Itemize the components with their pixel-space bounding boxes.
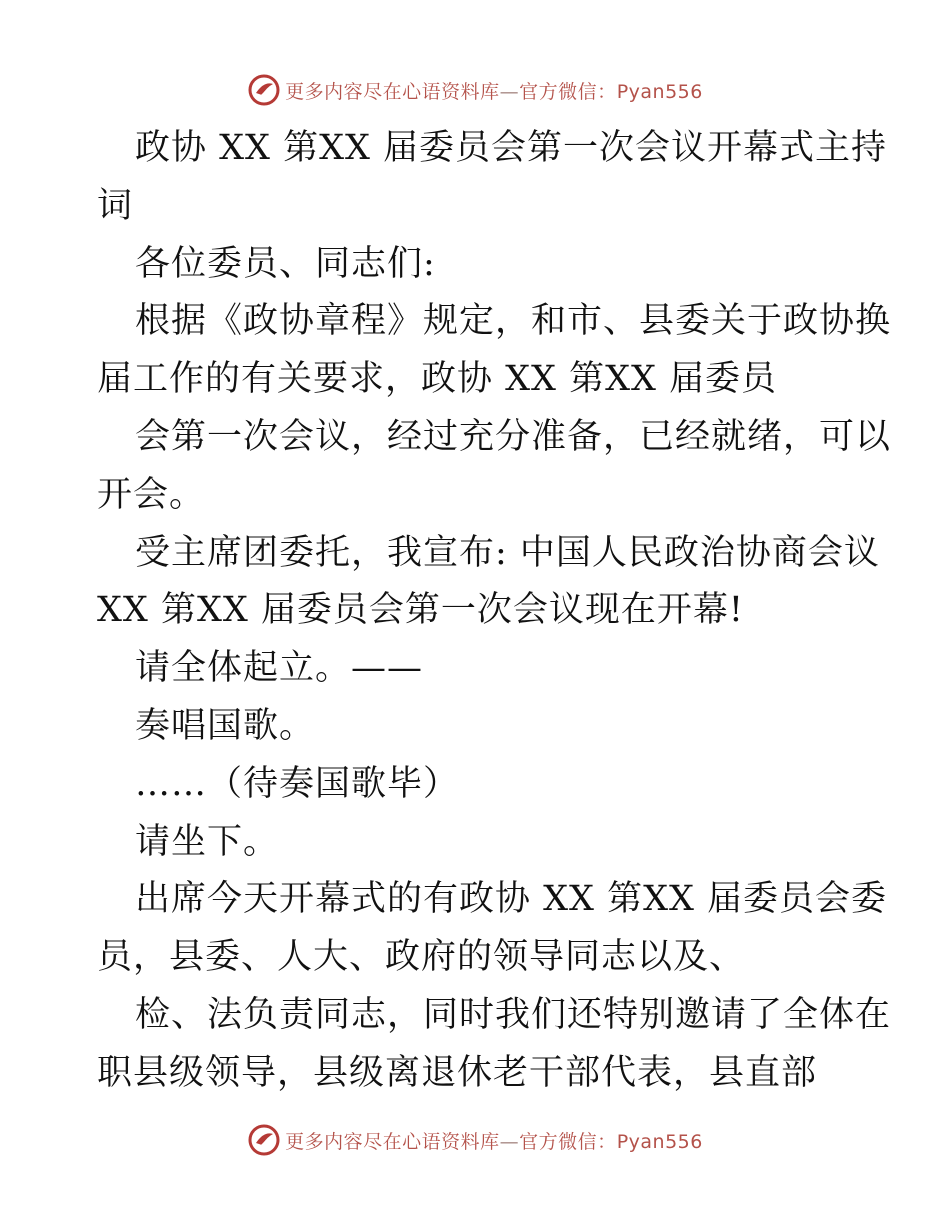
document-title-line-2: 词 (97, 185, 134, 226)
paragraph-line: 奏唱国歌。 (135, 705, 316, 746)
paragraph-line: 届工作的有关要求，政协 XX 第XX 届委员 (97, 359, 778, 400)
header-banner-main: 更多内容尽在心语资料库 (285, 80, 500, 103)
footer-banner-wechat-label: 官方微信： (519, 1130, 617, 1153)
paragraph-line: 职县级领导，县级离退休老干部代表，县直部 (97, 1052, 818, 1093)
paragraph-line: 开会。 (97, 474, 206, 515)
paragraph-line: 请坐下。 (135, 821, 280, 862)
footer-watermark-banner (0, 1120, 950, 1160)
footer-banner-main: 更多内容尽在心语资料库 (285, 1130, 500, 1153)
salutation: 各位委员、同志们: (135, 243, 436, 284)
header-banner-wechat-label: 官方微信： (519, 80, 617, 103)
paragraph-line: 根据《政协章程》规定，和市、县委关于政协换 (135, 301, 892, 342)
header-banner-text (285, 77, 703, 104)
paragraph-line: ……（待奏国歌毕） (135, 763, 460, 804)
paragraph-line: 出席今天开幕式的有政协 XX 第XX 届委员会委 (135, 879, 888, 920)
paragraph-line: 受主席团委托，我宣布: 中国人民政治协商会议 (135, 532, 880, 573)
paragraph-line: 会第一次会议，经过充分准备，已经就绪，可以 (135, 416, 892, 457)
brand-logo-icon (247, 73, 281, 107)
paragraph-line: 请全体起立。—— (135, 648, 424, 689)
paragraph-line: XX 第XX 届委员会第一次会议现在开幕! (97, 590, 744, 631)
footer-banner-separator: — (499, 1130, 520, 1153)
header-watermark-banner (0, 70, 950, 110)
document-title-line-1: 政协 XX 第XX 届委员会第一次会议开幕式主持 (135, 128, 888, 168)
paragraph-line: 员，县委、人大、政府的领导同志以及、 (97, 937, 746, 978)
footer-banner-text (285, 1127, 703, 1154)
document-body (97, 120, 892, 1103)
paragraph-line: 检、法负责同志，同时我们还特别邀请了全体在 (135, 994, 892, 1035)
brand-logo-icon (247, 1123, 281, 1157)
footer-banner-wechat-id: Pyan556 (616, 1130, 703, 1153)
header-banner-separator: — (499, 80, 520, 103)
header-banner-wechat-id: Pyan556 (616, 80, 703, 103)
